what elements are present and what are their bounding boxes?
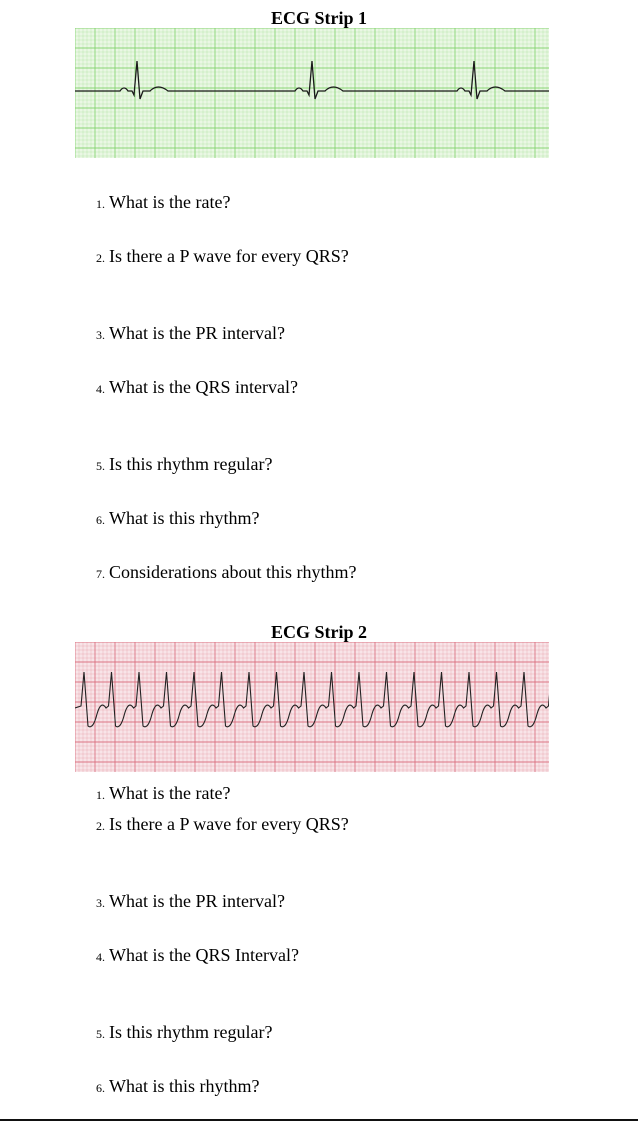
strip1-question-7: 7. Considerations about this rhythm? [96, 562, 357, 582]
page-bottom-rule [0, 1119, 638, 1121]
strip2-question-1: 1. What is the rate? [96, 783, 231, 803]
strip1-question-6: 6. What is this rhythm? [96, 508, 260, 528]
ecg-paper-background [75, 28, 549, 158]
strip1-question-3: 3. What is the PR interval? [96, 323, 285, 343]
ecg-strip-1 [75, 28, 549, 158]
ecg-strip-2 [75, 642, 549, 772]
strip2-question-2: 2. Is there a P wave for every QRS? [96, 814, 349, 834]
ecg-paper-background [75, 642, 549, 772]
strip2-question-6: 6. What is this rhythm? [96, 1076, 260, 1096]
strip1-title: ECG Strip 1 [270, 8, 367, 28]
strip2-question-3: 3. What is the PR interval? [96, 891, 285, 911]
strip2-title: ECG Strip 2 [270, 622, 367, 642]
strip2-question-5: 5. Is this rhythm regular? [96, 1022, 273, 1042]
ecg-strip-1-graphic [75, 28, 549, 158]
ecg-strip-2-graphic [75, 642, 549, 772]
strip1-question-4: 4. What is the QRS interval? [96, 377, 298, 397]
strip1-question-2: 2. Is there a P wave for every QRS? [96, 246, 349, 266]
strip1-question-5: 5. Is this rhythm regular? [96, 454, 273, 474]
strip2-question-4: 4. What is the QRS Interval? [96, 945, 299, 965]
strip1-question-1: 1. What is the rate? [96, 192, 231, 212]
